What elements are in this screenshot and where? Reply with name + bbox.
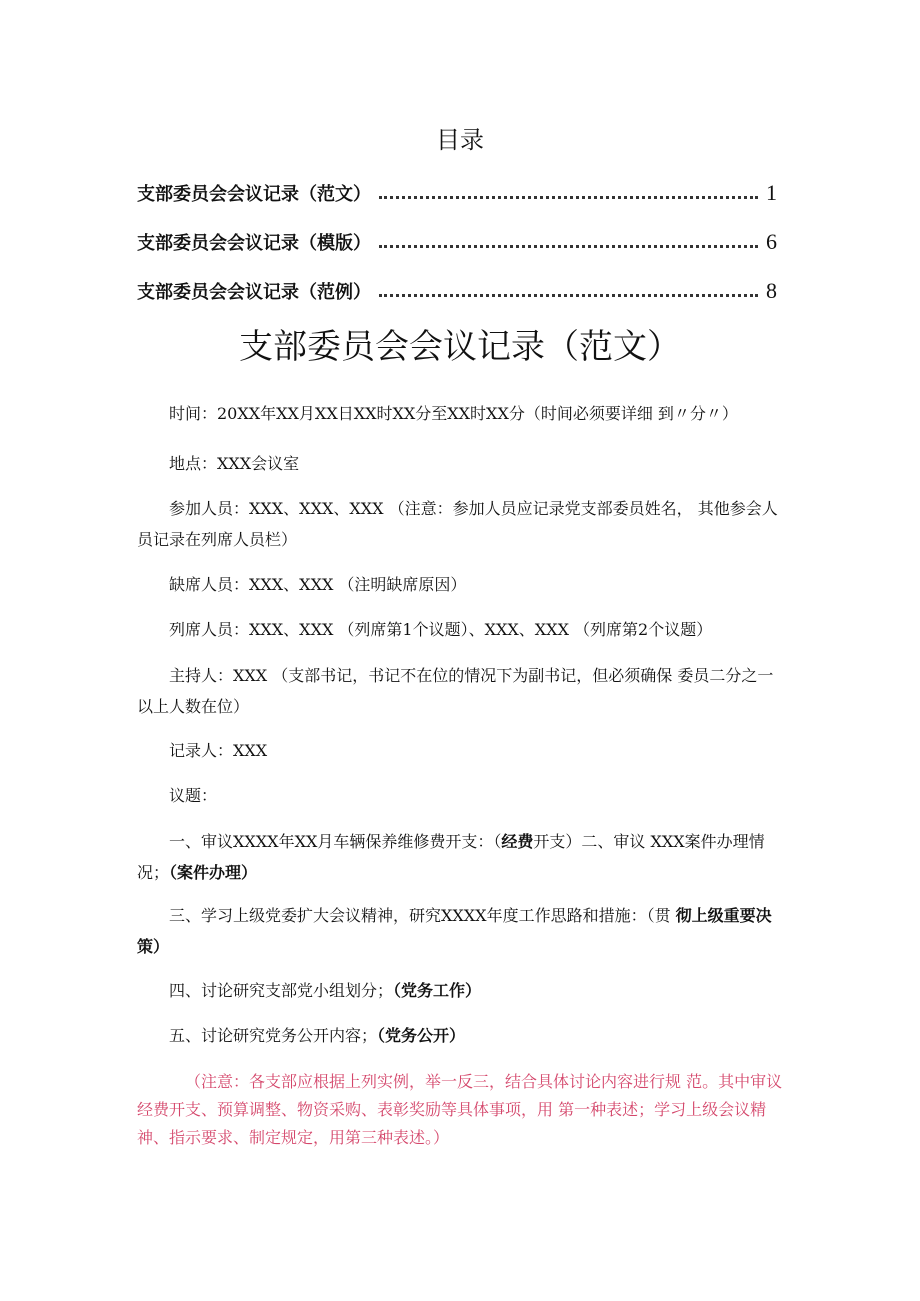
agenda-label: 议题：: [169, 786, 218, 805]
agenda-category: 彻上级重要决策）: [137, 906, 772, 956]
toc-entry[interactable]: [137, 221, 777, 255]
agenda-text: 开支）二、审议 XXX案件办理情况；: [137, 832, 765, 882]
agenda-item-3: [137, 900, 787, 962]
toc-leader-dots: [379, 294, 758, 297]
agenda-category: 经费: [501, 832, 534, 851]
toc-entry-page: 6: [766, 229, 777, 254]
agenda-category: （党务公开）: [377, 1026, 466, 1045]
meeting-location: 地点：XXX会议室: [169, 454, 300, 473]
meeting-time: 时间：20XX年XX月XX日XX时XX分至XX时XX分（时间必须要详细 到〃分〃）: [169, 404, 738, 423]
document-title: 支部委员会会议记录（范文）: [239, 327, 681, 367]
agenda-category: （案件办理）: [169, 863, 258, 882]
meeting-host: 主持人：XXX （支部书记，书记不在位的情况下为副书记，但必须确保 委员二分之一以上人数在位）: [137, 666, 774, 716]
agenda-text: 一、审议XXXX年XX月车辆保养维修费开支：（: [169, 832, 502, 851]
meeting-observers: 列席人员：XXX、XXX （列席第1个议题）、XXX、XXX （列席第2个议题）: [169, 620, 713, 639]
agenda-item-1-2: [137, 826, 787, 888]
agenda-category: （党务工作）: [393, 981, 482, 1000]
toc-entry-page: 1: [766, 180, 777, 205]
toc-entry-label: 支部委员会会议记录（范例）: [137, 282, 371, 303]
meeting-attendees: 参加人员：XXX、XXX、XXX （注意：参加人员应记录党支部委员姓名， 其他参会人员记录在列席人员栏）: [137, 499, 778, 549]
meeting-absent: 缺席人员：XXX、XXX （注明缺席原因）: [169, 575, 467, 594]
agenda-text: 四、讨论研究支部党小组划分；: [169, 981, 394, 1000]
toc-entry-page: 8: [766, 278, 777, 303]
agenda-item-5: [137, 1020, 787, 1051]
toc-entry-label: 支部委员会会议记录（范文）: [137, 184, 371, 205]
toc-entry-label: 支部委员会会议记录（模版）: [137, 233, 371, 254]
toc-title: 目录: [436, 126, 484, 154]
toc-entry[interactable]: [137, 270, 777, 304]
toc-leader-dots: [379, 196, 758, 199]
agenda-item-4: [137, 975, 787, 1006]
toc-entry[interactable]: [137, 172, 777, 206]
agenda-text: 五、讨论研究党务公开内容；: [169, 1026, 378, 1045]
agenda-text: 三、学习上级党委扩大会议精神，研究XXXX年度工作思路和措施：（贯: [169, 906, 676, 925]
meeting-recorder: 记录人：XXX: [169, 741, 268, 760]
guidance-note: （注意：各支部应根据上列实例，举一反三，结合具体讨论内容进行规 范。其中审议经费开支、预算调整、物资采购、表彰奖励等具体事项，用 第一种表述；学习上级会议精神、指示要求、制定规定，用第三种表述。）: [137, 1072, 783, 1147]
toc-leader-dots: [379, 245, 758, 248]
